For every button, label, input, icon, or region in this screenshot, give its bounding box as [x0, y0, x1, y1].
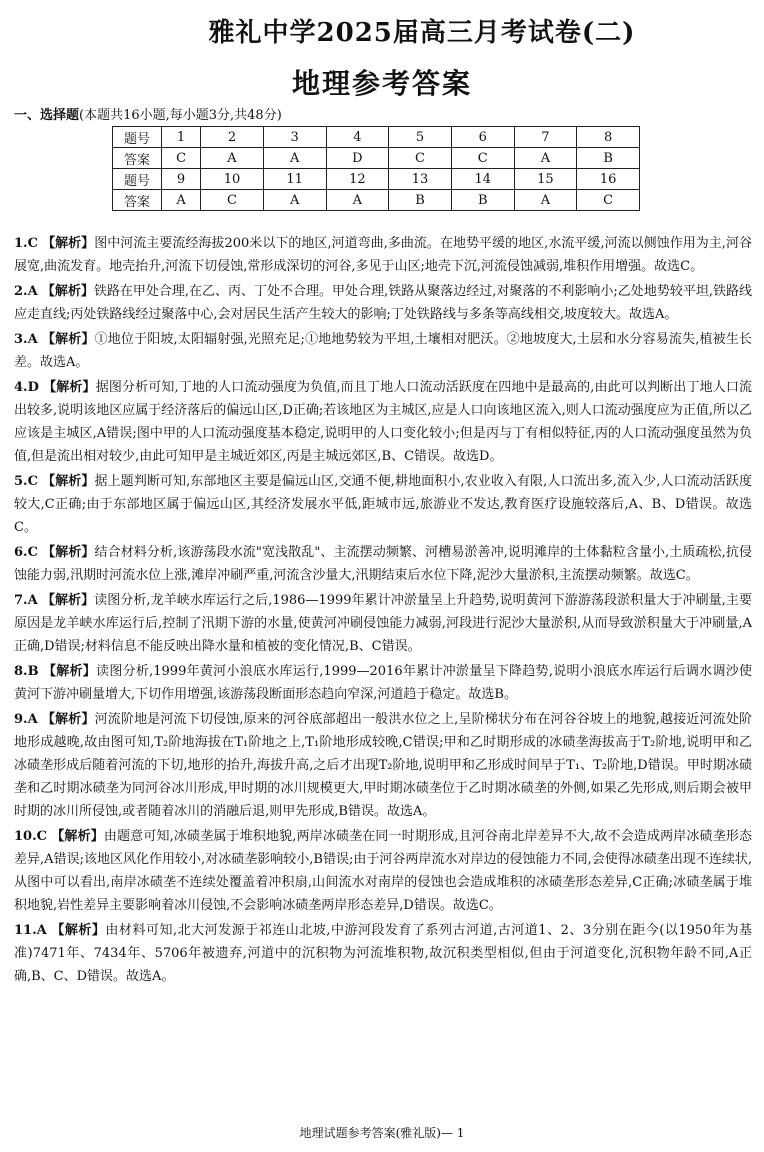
question-answer-number: 4.D [14, 380, 39, 395]
section-heading-label: 一、选择题 [14, 108, 80, 123]
analysis-text: 由材料可知,北大河发源于祁连山北坡,中游河段发育了系列古河道,古河道1、2、3分别在距今(以1950年为基准)7471年、7434年、5706年被遗弃,河道中的沉积物为河流堆积物,故沉积类型相似,但由于河道变化,沉积物年龄不同,A正确,B、C、D错误。故选A。 [14, 923, 752, 984]
question-answer-number: 6.C [14, 545, 38, 560]
answer-table-cell: A [201, 148, 264, 169]
answer-table-cell: 4 [326, 127, 389, 148]
answer-table-cell: 2 [201, 127, 264, 148]
analysis-tag: 【解析】 [43, 380, 96, 395]
analysis-list [14, 232, 752, 990]
analysis-text: 图中河流主要流经海拔200米以下的地区,河道弯曲,多曲流。在地势平缓的地区,水流平缓,河流以侧蚀作用为主,河谷展宽,曲流发育。地壳抬升,河流下切侵蚀,常形成深切的河谷,多见于山区;地壳下沉,河流侵蚀减弱,堆积作用增强。故选C。 [14, 236, 752, 274]
answer-table-row [113, 148, 640, 169]
answer-table-row-header: 答案 [113, 190, 162, 211]
answer-table-cell: 3 [263, 127, 326, 148]
section-heading [14, 104, 282, 123]
answer-table-cell: A [514, 148, 577, 169]
answer-table-cell: A [326, 190, 389, 211]
analysis-item [14, 541, 752, 587]
answer-table-cell: 6 [451, 127, 514, 148]
question-answer-number: 7.A [14, 593, 38, 608]
answer-table-cell: A [263, 148, 326, 169]
analysis-tag: 【解析】 [42, 236, 95, 251]
analysis-tag: 【解析】 [51, 923, 106, 938]
analysis-tag: 【解析】 [42, 545, 95, 560]
answer-table-cell: C [201, 190, 264, 211]
answer-table-cell: D [326, 148, 389, 169]
question-answer-number: 2.A [14, 284, 38, 299]
analysis-tag: 【解析】 [42, 664, 97, 679]
question-answer-number: 5.C [14, 474, 38, 489]
analysis-item [14, 470, 752, 539]
analysis-item [14, 919, 752, 988]
answer-table-cell: 1 [162, 127, 201, 148]
answer-table-cell: B [451, 190, 514, 211]
answer-table-cell: 9 [162, 169, 201, 190]
page-footer: 地理试题参考答案(雅礼版)— 1 [299, 1126, 465, 1140]
analysis-tag: 【解析】 [41, 593, 95, 608]
answer-table-cell: B [389, 190, 452, 211]
answer-table-cell: C [451, 148, 514, 169]
answer-table-cell: C [577, 190, 640, 211]
analysis-text: 河流阶地是河流下切侵蚀,原来的河谷底部超出一般洪水位之上,呈阶梯状分布在河谷谷坡上的地貌,越接近河流处阶地形成越晚,故由图可知,T₂阶地海拔在T₁阶地之上,T₁阶地形成较晚,C错误;甲和乙时期形成的冰碛垄海拔高于T₂阶地,说明甲和乙冰碛垄形成后随着河流的下切,地形的抬升,海拔升高,之后才出现T₂阶地,说明甲和乙形成时间早于T₁、T₂阶地,D错误。甲时期冰碛垄和乙时期冰碛垄为同河谷冰川形成,甲时期的冰川规模更大,甲时期冰碛垄位于乙时期冰碛垄的外侧,如果乙先形成,则后期会被甲时期的冰川所侵蚀,或者随着冰川的消融后退,则甲先形成,B错误。故选A。 [14, 712, 752, 819]
answer-table-cell: 12 [326, 169, 389, 190]
answer-table [112, 126, 640, 211]
answer-table-cell: 8 [577, 127, 640, 148]
analysis-text: 由题意可知,冰碛垄属于堆积地貌,两岸冰碛垄在同一时期形成,且河谷南北岸差异不大,故不会造成两岸冰碛垄形态差异,A错误;该地区风化作用较小,对冰碛垄影响较小,B错误;由于河谷两岸流水对岸边的侵蚀能力不同,会使得冰碛垄出现不连续状,从图中可以看出,南岸冰碛垄不连续处覆盖着冲积扇,山间流水对南岸的侵蚀也会造成堆积的冰碛垄形态差异,C正确;冰碛垄属于堆积地貌,岩性差异主要影响着冰川侵蚀,不会影响冰碛垄两岸形态差异,D错误。故选C。 [14, 829, 753, 913]
answer-table-cell: A [162, 190, 201, 211]
analysis-text: 据图分析可知,丁地的人口流动强度为负值,而且丁地人口流动活跃度在四地中是最高的,由此可以判断出丁地人口流出较多,说明该地区应属于经济落后的偏远山区,D正确;若该地区为主城区,应是人口向该地区流入,则人口流动强度应为正值,所以乙应该是主城区,A错误;图中甲的人口流动强度基本稳定,说明甲的人口变化较小;但是丙与丁有相似特征,丙的人口流动强度虽然为负值,但是流出相对较少,由此可知甲是主城近郊区,丙是主城远郊区,B、C错误。故选D。 [14, 380, 752, 464]
question-answer-number: 11.A [14, 923, 47, 938]
answer-table-row-header: 题号 [113, 169, 162, 190]
analysis-item [14, 708, 752, 823]
analysis-item [14, 825, 752, 917]
analysis-text: 结合材料分析,该游荡段水流"宽浅散乱"、主流摆动频繁、河槽易淤善冲,说明滩岸的土体黏粒含量小,土质疏松,抗侵蚀能力弱,汛期时河流水位上涨,滩岸冲刷严重,河流含沙量大,汛期结束后水位下降,泥沙大量淤积,主流摆动频繁。故选C。 [14, 545, 752, 583]
analysis-item [14, 589, 752, 658]
answer-table-cell: A [263, 190, 326, 211]
analysis-text: 读图分析,龙羊峡水库运行之后,1986—1999年累计冲淤量呈上升趋势,说明黄河下游游荡段淤积量大于冲刷量,主要原因是龙羊峡水库运行后,控制了汛期下游的水量,使黄河冲刷侵蚀能力减弱,河段进行泥沙大量淤积,从而导致淤积量大于冲刷量,A正确,D错误;材料信息不能反映出降水量和植被的变化情况,B、C错误。 [14, 593, 752, 654]
analysis-text: 读图分析,1999年黄河小浪底水库运行,1999—2016年累计冲淤量呈下降趋势,说明小浪底水库运行后调水调沙使黄河下游冲刷量增大,下切作用增强,该游荡段断面形态趋向窄深,河道趋于稳定。故选B。 [14, 664, 752, 702]
answer-table-cell: 13 [389, 169, 452, 190]
analysis-item [14, 660, 752, 706]
answer-table-cell: C [162, 148, 201, 169]
answer-table-row-header: 答案 [113, 148, 162, 169]
answer-table-cell: 15 [514, 169, 577, 190]
section-heading-note: (本题共16小题,每小题3分,共48分) [79, 108, 282, 123]
analysis-item [14, 280, 752, 326]
analysis-text: 铁路在甲处合理,在乙、丙、丁处不合理。甲处合理,铁路从聚落边经过,对聚落的不利影响小;乙处地势较平坦,铁路线应走直线;丙处铁路线经过聚落中心,会对居民生活产生较大的影响;丁处铁路线与多条等高线相交,坡度较大。故选A。 [14, 284, 752, 322]
analysis-text: 据上题判断可知,东部地区主要是偏远山区,交通不便,耕地面积小,农业收入有限,人口流出多,流入少,人口流动活跃度较大,C正确;由于东部地区属于偏远山区,其经济发展水平低,距城市远,旅游业不发达,教育医疗设施较落后,A、B、D错误。故选C。 [14, 474, 752, 535]
analysis-tag: 【解析】 [41, 712, 95, 727]
answer-table-row-header: 题号 [113, 127, 162, 148]
question-answer-number: 3.A [14, 332, 38, 347]
question-answer-number: 9.A [14, 712, 38, 727]
answer-table-row [113, 169, 640, 190]
answer-table-cell: 5 [389, 127, 452, 148]
analysis-item [14, 328, 752, 374]
answer-table-cell: A [514, 190, 577, 211]
analysis-tag: 【解析】 [42, 474, 95, 489]
answer-table-cell: B [577, 148, 640, 169]
answer-table-cell: 14 [451, 169, 514, 190]
analysis-tag: 【解析】 [41, 332, 95, 347]
question-answer-number: 1.C [14, 236, 38, 251]
analysis-item [14, 232, 752, 278]
answer-table-row [113, 190, 640, 211]
answer-table-cell: 16 [577, 169, 640, 190]
exam-title: 雅礼中学2025届高三月考试卷(二) [208, 18, 636, 48]
answer-table-cell: 7 [514, 127, 577, 148]
answer-table-cell: C [389, 148, 452, 169]
question-answer-number: 8.B [14, 664, 39, 679]
page-title: 地理参考答案 [291, 67, 472, 100]
analysis-item [14, 376, 752, 468]
analysis-tag: 【解析】 [41, 284, 94, 299]
question-answer-number: 10.C [14, 829, 47, 844]
answer-table-row [113, 127, 640, 148]
answer-table-cell: 11 [263, 169, 326, 190]
analysis-tag: 【解析】 [51, 829, 104, 844]
answer-table-cell: 10 [201, 169, 264, 190]
analysis-text: ①地位于阳坡,太阳辐射强,光照充足;①地地势较为平坦,土壤相对肥沃。②地坡度大,土层和水分容易流失,植被生长差。故选A。 [14, 332, 752, 370]
